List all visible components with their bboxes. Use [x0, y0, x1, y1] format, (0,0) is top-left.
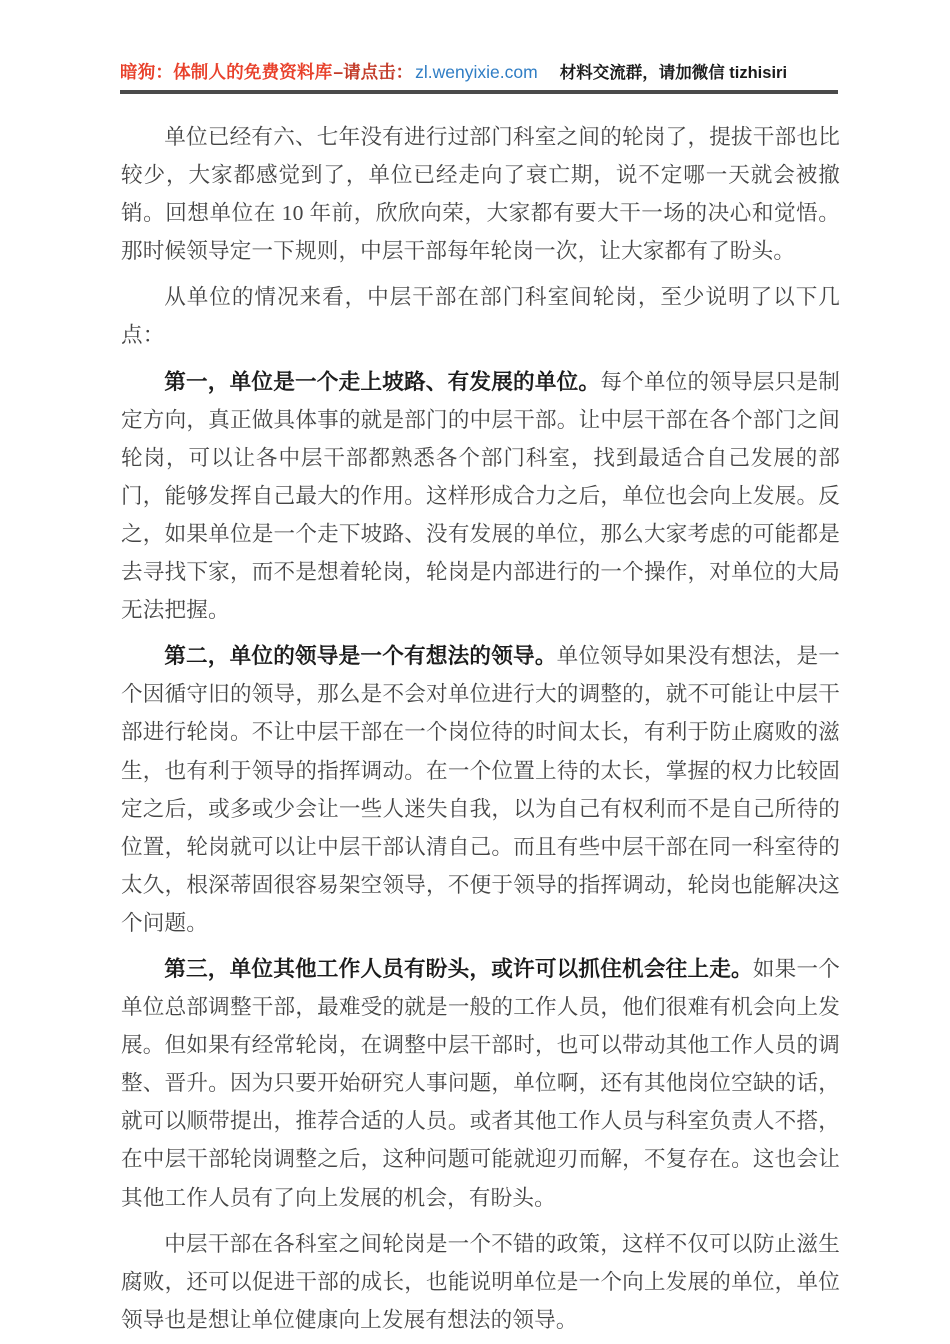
paragraph-text: 单位领导如果没有想法，是一个因循守旧的领导，那么是不会对单位进行大的调整的，就不可能让中层干部进行轮岗。不让中层干部在一个岗位待的时间太长，有利于防止腐败的滋生，也有利于领导的指挥调动。在一个位置上待的太长，掌握的权力比较固定之后，或多或少会让一些人迷失自我，以为自己有权利而不是自己所待的位置，轮岗就可以让中层干部认清自己。而且有些中层干部在同一科室待的太久，根深蒂固很容易架空领导，不便于领导的指挥调动，轮岗也能解决这个问题。: [121, 644, 841, 935]
paragraph-lead: 第三，单位其他工作人员有盼头，或许可以抓住机会往上走。: [164, 956, 753, 981]
click-prompt-label: –请点击：: [333, 62, 414, 82]
paragraph-lead: 第一，单位是一个走上坡路、有发展的单位。: [164, 369, 601, 394]
paragraph-text: 单位已经有六、七年没有进行过部门科室之间的轮岗了，提拔干部也比较少，大家都感觉到了，单位已经走向了衰亡期，说不定哪一天就会被撤销。回想单位在 10 年前，欣欣向荣，大家都有要大干一场的决心和觉悟。那时候领导定一下规则，中层干部每年轮岗一次，让大家都有了盼头。: [121, 125, 840, 264]
paragraph-text: 中层干部在各科室之间轮岗是一个不错的政策，这样不仅可以防止滋生腐败，还可以促进干部的成长，也能说明单位是一个向上发展的单位，单位领导也是想让单位健康向上发展有想法的领导。: [121, 1231, 840, 1332]
header-banner-line: [120, 58, 838, 87]
paragraph-point-2: [121, 637, 840, 942]
header-banner: [120, 58, 838, 87]
header-divider-rule: [120, 90, 838, 94]
paragraph-point-1: [121, 363, 840, 630]
paragraph-text: 从单位的情况来看，中层干部在部门科室间轮岗，至少说明了以下几点：: [121, 285, 840, 348]
paragraph-lead: 第二，单位的领导是一个有想法的领导。: [164, 644, 557, 669]
document-body: [121, 118, 840, 1339]
paragraph-conclusion: [121, 1225, 840, 1339]
site-url-link[interactable]: zl.wenyixie.com: [415, 62, 538, 82]
brand-label: 暗狗：体制人的免费资料库: [120, 62, 333, 82]
contact-label: 材料交流群，请加微信 tizhisiri: [559, 64, 788, 82]
paragraph-text: 如果一个单位总部调整干部，最难受的就是一般的工作人员，他们很难有机会向上发展。但如果有经常轮岗，在调整中层干部时，也可以带动其他工作人员的调整、晋升。因为只要开始研究人事问题，单位啊，还有其他岗位空缺的话，就可以顺带提出，推荐合适的人员。或者其他工作人员与科室负责人不搭，在中层干部轮岗调整之后，这种问题可能就迎刃而解，不复存在。这也会让其他工作人员有了向上发展的机会，有盼头。: [121, 956, 840, 1210]
paragraph-intro-2: [121, 278, 840, 354]
paragraph-point-3: [121, 950, 840, 1217]
paragraph-text: 每个单位的领导层只是制定方向，真正做具体事的就是部门的中层干部。让中层干部在各个部门之间轮岗，可以让各中层干部都熟悉各个部门科室，找到最适合自己发展的部门，能够发挥自己最大的作用。这样形成合力之后，单位也会向上发展。反之，如果单位是一个走下坡路、没有发展的单位，那么大家考虑的可能都是去寻找下家，而不是想着轮岗，轮岗是内部进行的一个操作，对单位的大局无法把握。: [121, 369, 840, 623]
paragraph-intro-1: [121, 118, 840, 270]
